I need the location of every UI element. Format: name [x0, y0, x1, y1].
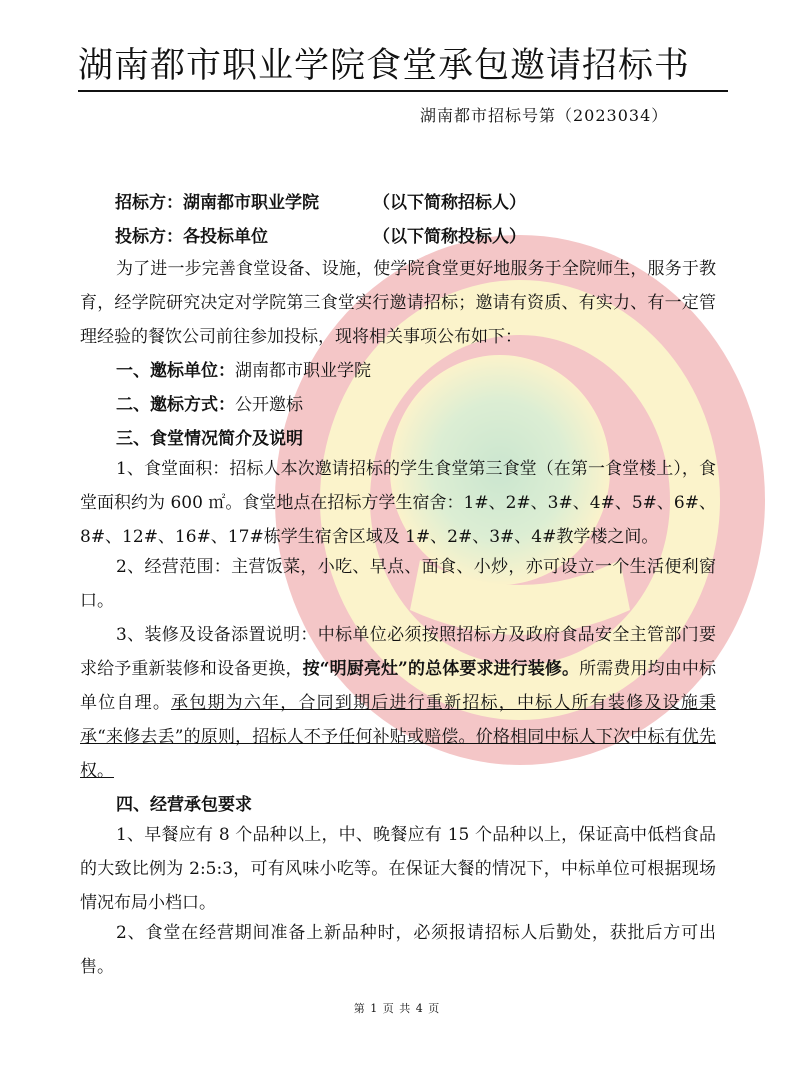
section-2-label: 二、邀标方式： [116, 395, 235, 415]
section-3-paragraph-2: 2、经营范围：主营饭菜，小吃、早点、面食、小炒，亦可设立一个生活便利窗口。 [80, 557, 716, 611]
s3p3-text-c: 所需费用均由中标单位自理。 [80, 659, 717, 713]
section-1-value: 湖南都市职业学院 [235, 361, 371, 381]
section-3-heading [116, 424, 303, 449]
bidder-label: 投标方：各投标单位 [115, 227, 268, 247]
s3p3-underlined: 承包期为六年，合同到期后进行重新招标，中标人所有装修及设施秉承“来修去丢”的原则，招标人不予任何补贴或赔偿。价格相同中标人下次中标有优先权。 [80, 693, 717, 781]
section-3-paragraph-3 [80, 618, 716, 788]
bid-number: 湖南都市招标号第（2023034） [420, 106, 669, 125]
tenderer-label: 招标方：湖南都市职业学院 [115, 193, 319, 213]
section-4-paragraph-2: 2、食堂在经营期间准备上新品种时，必须报请招标人后勤处，获批后方可出售。 [80, 923, 716, 977]
bidder-line [115, 222, 526, 247]
section-3-paragraph-1: 1、食堂面积：招标人本次邀请招标的学生食堂第三食堂（在第一食堂楼上），食堂面积约为 600 ㎡。食堂地点在招标方学生宿舍：1#、2#、3#、4#、5#、6#、8#、12#、16#、17#栋学生宿舍区域及 1#、2#、3#、4#教学楼之间。 [80, 459, 716, 547]
s3p3-text-a: 3、装修及设备添置说明：中标单位必须按照招标方及政府食品安全主管部门要求给予重新装修和设备更换， [80, 625, 716, 679]
page-footer: 第 1 页 共 4 页 [353, 1002, 441, 1015]
bidder-note: （以下简称投标人） [373, 227, 526, 247]
section-4-paragraph-1: 1、早餐应有 8 个品种以上，中、晚餐应有 15 个品种以上，保证高中低档食品的大致比例为 2:5:3，可有风味小吃等。在保证大餐的情况下，中标单位可根据现场情况布局小档口。 [80, 825, 716, 913]
section-4-heading [116, 790, 252, 815]
section-1-label: 一、邀标单位： [116, 361, 235, 381]
intro-paragraph: 为了进一步完善食堂设备、设施，使学院食堂更好地服务于全院师生，服务于教育，经学院研究决定对学院第三食堂实行邀请招标；邀请有资质、有实力、有一定管理经验的餐饮公司前往参加投标，现将相关事项公布如下： [80, 259, 716, 347]
document-title: 湖南都市职业学院食堂承包邀请招标书 [78, 38, 728, 92]
tenderer-note: （以下简称招标人） [373, 193, 526, 213]
section-2 [116, 390, 303, 415]
s3p3-bold: 按“明厨亮灶”的总体要求进行装修。 [302, 659, 580, 679]
tenderer-line [115, 188, 526, 213]
section-3-label: 三、食堂情况简介及说明 [116, 429, 303, 449]
section-4-label: 四、经营承包要求 [116, 795, 252, 815]
section-1 [116, 356, 371, 381]
section-2-value: 公开邀标 [235, 395, 303, 415]
